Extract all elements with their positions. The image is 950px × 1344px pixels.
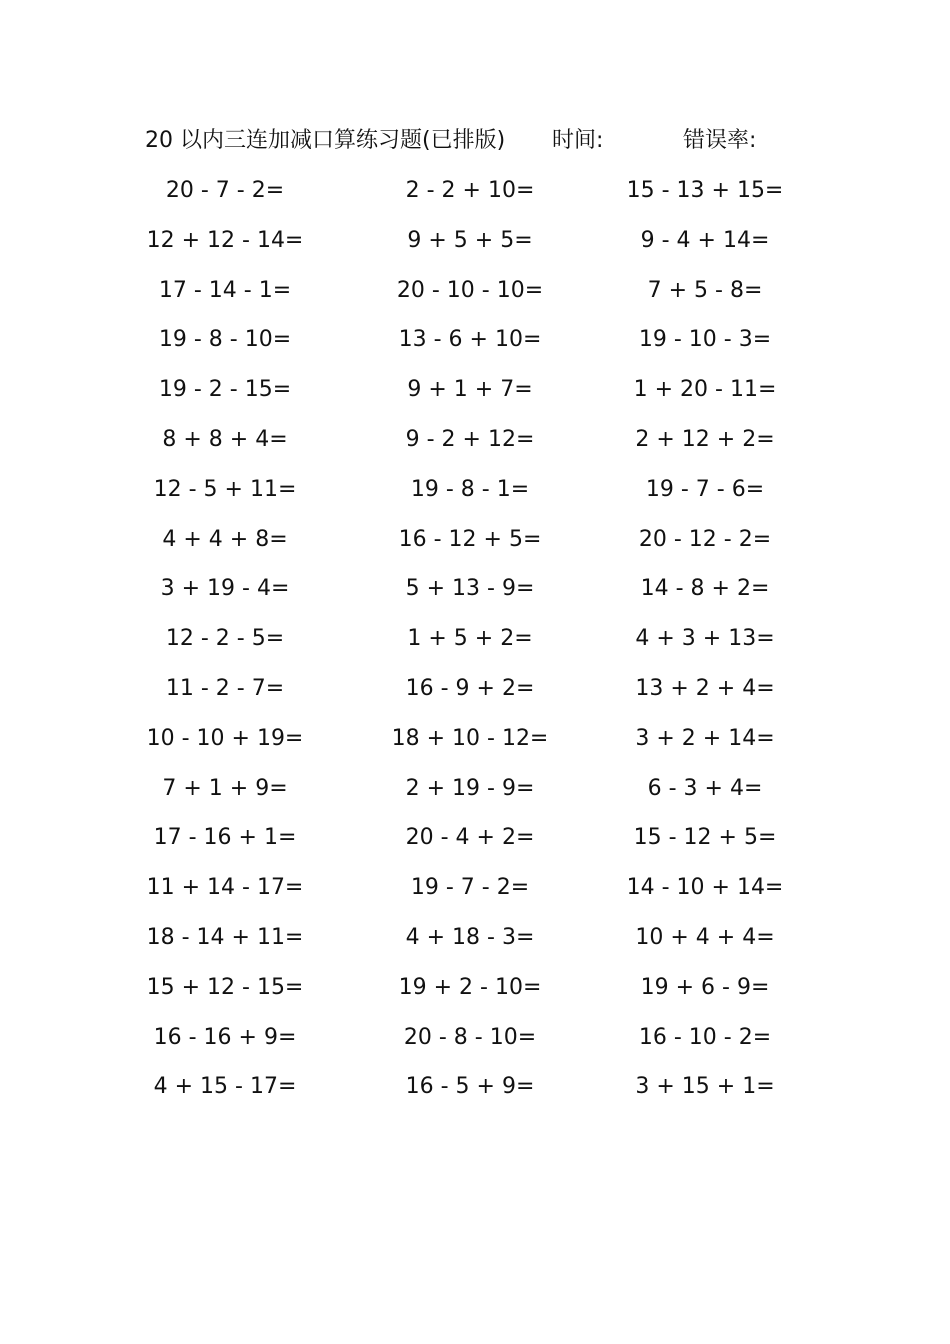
arithmetic-problem: 19 - 7 - 2= <box>410 875 530 901</box>
problem-row <box>0 570 950 620</box>
arithmetic-problem: 14 - 10 + 14= <box>626 875 784 901</box>
arithmetic-problem: 19 - 8 - 10= <box>158 327 292 353</box>
arithmetic-problem: 19 + 6 - 9= <box>640 974 770 1000</box>
arithmetic-problem: 13 + 2 + 4= <box>635 675 775 701</box>
arithmetic-problem: 11 - 2 - 7= <box>165 675 285 701</box>
arithmetic-problem: 12 + 12 - 14= <box>146 227 304 253</box>
problem-row <box>0 521 950 571</box>
problem-row <box>0 1068 950 1118</box>
problem-row <box>0 720 950 770</box>
arithmetic-problem: 18 + 10 - 12= <box>391 725 549 751</box>
time-label: 时间: <box>552 128 604 153</box>
arithmetic-problem: 9 + 5 + 5= <box>407 227 533 253</box>
arithmetic-problem: 4 + 3 + 13= <box>635 626 775 652</box>
arithmetic-problem: 9 - 4 + 14= <box>640 227 770 253</box>
arithmetic-problem: 16 - 9 + 2= <box>405 675 535 701</box>
problem-grid <box>0 172 950 1118</box>
arithmetic-problem: 20 - 10 - 10= <box>396 277 544 303</box>
arithmetic-problem: 17 - 14 - 1= <box>158 277 292 303</box>
problem-row <box>0 222 950 272</box>
arithmetic-problem: 12 - 2 - 5= <box>165 626 285 652</box>
worksheet-title: 20 以内三连加减口算练习题(已排版) <box>145 128 506 153</box>
arithmetic-problem: 3 + 15 + 1= <box>635 1074 775 1100</box>
problem-row <box>0 620 950 670</box>
arithmetic-problem: 9 + 1 + 7= <box>407 377 533 403</box>
arithmetic-problem: 2 + 12 + 2= <box>635 426 775 452</box>
arithmetic-problem: 19 + 2 - 10= <box>398 974 542 1000</box>
arithmetic-problem: 3 + 19 - 4= <box>160 576 290 602</box>
arithmetic-problem: 20 - 8 - 10= <box>403 1024 537 1050</box>
arithmetic-problem: 5 + 13 - 9= <box>405 576 535 602</box>
arithmetic-problem: 2 - 2 + 10= <box>405 178 535 203</box>
arithmetic-problem: 20 - 12 - 2= <box>638 526 772 552</box>
arithmetic-problem: 10 - 10 + 19= <box>146 725 304 751</box>
arithmetic-problem: 8 + 8 + 4= <box>162 426 288 452</box>
arithmetic-problem: 19 - 10 - 3= <box>638 327 772 353</box>
arithmetic-problem: 20 - 4 + 2= <box>405 825 535 851</box>
arithmetic-problem: 14 - 8 + 2= <box>640 576 770 602</box>
arithmetic-problem: 20 - 7 - 2= <box>165 178 285 203</box>
arithmetic-problem: 9 - 2 + 12= <box>405 426 535 452</box>
problem-row <box>0 969 950 1019</box>
arithmetic-problem: 4 + 4 + 8= <box>162 526 288 552</box>
arithmetic-problem: 11 + 14 - 17= <box>146 875 304 901</box>
problem-row <box>0 471 950 521</box>
problem-row <box>0 371 950 421</box>
arithmetic-problem: 1 + 5 + 2= <box>407 626 533 652</box>
arithmetic-problem: 6 - 3 + 4= <box>647 775 763 801</box>
problem-row <box>0 670 950 720</box>
arithmetic-problem: 7 + 5 - 8= <box>647 277 763 303</box>
error-rate-label: 错误率: <box>683 128 757 153</box>
arithmetic-problem: 17 - 16 + 1= <box>153 825 297 851</box>
arithmetic-problem: 2 + 19 - 9= <box>405 775 535 801</box>
problem-row <box>0 819 950 869</box>
arithmetic-problem: 16 - 16 + 9= <box>153 1024 297 1050</box>
arithmetic-problem: 10 + 4 + 4= <box>635 924 775 950</box>
problem-row <box>0 770 950 820</box>
problem-row <box>0 869 950 919</box>
arithmetic-problem: 19 - 2 - 15= <box>158 377 292 403</box>
arithmetic-problem: 16 - 10 - 2= <box>638 1024 772 1050</box>
arithmetic-problem: 18 - 14 + 11= <box>146 924 304 950</box>
worksheet-header <box>0 123 950 159</box>
problem-row <box>0 1019 950 1069</box>
arithmetic-problem: 19 - 7 - 6= <box>645 476 765 502</box>
arithmetic-problem: 3 + 2 + 14= <box>635 725 775 751</box>
problem-row <box>0 321 950 371</box>
problem-row <box>0 272 950 322</box>
arithmetic-problem: 7 + 1 + 9= <box>162 775 288 801</box>
arithmetic-problem: 4 + 15 - 17= <box>153 1074 297 1100</box>
arithmetic-problem: 1 + 20 - 11= <box>633 377 777 403</box>
arithmetic-problem: 15 + 12 - 15= <box>146 974 304 1000</box>
arithmetic-problem: 13 - 6 + 10= <box>398 327 542 353</box>
arithmetic-problem: 4 + 18 - 3= <box>405 924 535 950</box>
arithmetic-problem: 16 - 12 + 5= <box>398 526 542 552</box>
arithmetic-problem: 19 - 8 - 1= <box>410 476 530 502</box>
problem-row <box>0 172 950 222</box>
arithmetic-problem: 15 - 13 + 15= <box>626 178 784 203</box>
arithmetic-problem: 12 - 5 + 11= <box>153 476 297 502</box>
arithmetic-problem: 16 - 5 + 9= <box>405 1074 535 1100</box>
arithmetic-problem: 15 - 12 + 5= <box>633 825 777 851</box>
problem-row <box>0 421 950 471</box>
problem-row <box>0 919 950 969</box>
